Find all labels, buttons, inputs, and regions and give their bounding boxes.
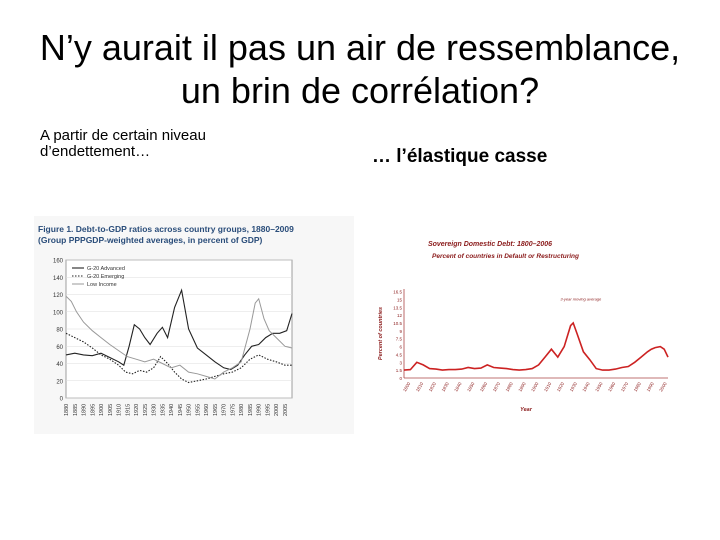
y-tick-label: 4.5 <box>395 352 402 358</box>
y-tick-label: 3 <box>399 360 402 366</box>
x-tick-label: 1920 <box>555 381 566 393</box>
x-tick-label: 1980 <box>632 381 643 393</box>
y-tick-label: 160 <box>52 258 63 265</box>
x-tick-label: 1995 <box>265 403 272 416</box>
x-tick-label: 1800 <box>402 381 412 393</box>
y-tick-label: 60 <box>56 344 63 351</box>
y-tick-label: 20 <box>56 379 63 386</box>
x-tick-label: 1965 <box>212 403 219 416</box>
x-tick-label: 1935 <box>160 403 167 416</box>
x-tick-label: 1820 <box>427 381 438 393</box>
x-tick-label: 1945 <box>177 403 184 416</box>
x-tick-label: 1930 <box>151 403 158 416</box>
chart-subtitle: Percent of countries in Default or Restructuring <box>432 253 579 260</box>
x-tick-label: 1960 <box>204 403 211 416</box>
debt-to-gdp-chart <box>34 216 354 434</box>
x-tick-label: 1980 <box>239 403 246 416</box>
x-tick-label: 1890 <box>81 403 88 416</box>
legend-label: G-20 Advanced <box>87 266 125 272</box>
x-tick-label: 1915 <box>125 403 132 416</box>
y-tick-label: 7.5 <box>395 336 402 342</box>
x-tick-label: 1970 <box>619 381 630 393</box>
series-line <box>404 323 668 370</box>
y-tick-label: 6 <box>399 344 402 350</box>
slide-title: N’y aurait il pas un air de ressemblance, un brin de corrélation? <box>39 27 681 111</box>
x-tick-label: 1960 <box>607 381 617 393</box>
y-tick-label: 80 <box>56 327 63 334</box>
x-tick-label: 1900 <box>99 403 106 416</box>
debt-to-gdp-figure <box>34 216 354 434</box>
x-tick-label: 2005 <box>282 403 289 416</box>
y-tick-label: 0 <box>59 396 63 403</box>
x-tick-label: 1895 <box>90 403 97 416</box>
y-tick-label: 9 <box>399 328 402 334</box>
x-tick-label: 1810 <box>414 381 425 393</box>
x-tick-label: 1985 <box>247 403 254 416</box>
chart-title: Sovereign Domestic Debt: 1800–2006 <box>427 241 553 248</box>
x-tick-label: 1870 <box>491 381 502 393</box>
x-tick-label: 1840 <box>453 381 463 393</box>
y-tick-label: 16.5 <box>393 289 402 295</box>
y-tick-label: 13.5 <box>393 305 402 311</box>
left-caption: A partir de certain niveau d’endettement… <box>40 127 206 160</box>
chart-title-line2: (Group PPPGDP-weighted averages, in percent of GDP) <box>38 235 263 245</box>
x-tick-label: 1990 <box>645 381 655 393</box>
legend-label: Low Income <box>87 282 117 288</box>
y-axis-label: Percent of countries <box>378 306 384 361</box>
x-tick-label: 1880 <box>64 403 70 416</box>
y-tick-label: 40 <box>56 362 63 368</box>
y-tick-label: 120 <box>52 293 63 299</box>
y-tick-label: 100 <box>52 310 63 317</box>
x-tick-label: 1990 <box>256 403 263 416</box>
y-tick-label: 15 <box>396 297 402 303</box>
y-tick-label: 140 <box>52 275 63 282</box>
x-tick-label: 1970 <box>221 403 228 416</box>
x-tick-label: 1900 <box>530 381 540 393</box>
x-tick-label: 1885 <box>72 403 79 416</box>
x-tick-label: 2000 <box>274 403 281 416</box>
x-tick-label: 1950 <box>594 381 604 393</box>
right-caption: … l’élastique casse <box>372 146 548 167</box>
x-tick-label: 1910 <box>116 403 123 416</box>
annotation: 3-year moving average <box>560 296 602 302</box>
chart-title: Figure 1. Debt-to-GDP ratios across country groups, 1880–2009 <box>38 224 294 234</box>
x-tick-label: 1830 <box>440 381 450 393</box>
x-tick-label: 1955 <box>195 403 202 416</box>
x-tick-label: 1880 <box>504 381 514 393</box>
x-tick-label: 1910 <box>543 381 553 393</box>
legend-label: G-20 Emerging <box>87 274 125 280</box>
x-tick-label: 1930 <box>568 381 578 393</box>
x-tick-label: 1940 <box>169 403 176 416</box>
sovereign-default-chart <box>370 234 672 416</box>
x-tick-label: 1860 <box>478 381 489 393</box>
x-tick-label: 1925 <box>142 403 149 416</box>
x-tick-label: 1890 <box>517 381 527 393</box>
x-tick-label: 1975 <box>230 403 237 416</box>
x-tick-label: 1850 <box>466 381 476 393</box>
x-axis-label: Year <box>520 407 532 413</box>
sovereign-default-figure <box>370 234 672 416</box>
y-tick-label: 10.5 <box>393 321 402 327</box>
x-tick-label: 1905 <box>107 403 114 416</box>
y-tick-label: 0 <box>399 376 402 381</box>
y-tick-label: 12 <box>396 313 402 319</box>
x-tick-label: 1920 <box>134 403 141 416</box>
x-tick-label: 1950 <box>186 403 193 416</box>
x-tick-label: 2000 <box>658 381 668 393</box>
x-tick-label: 1940 <box>581 381 591 393</box>
y-tick-label: 1.5 <box>395 368 402 374</box>
